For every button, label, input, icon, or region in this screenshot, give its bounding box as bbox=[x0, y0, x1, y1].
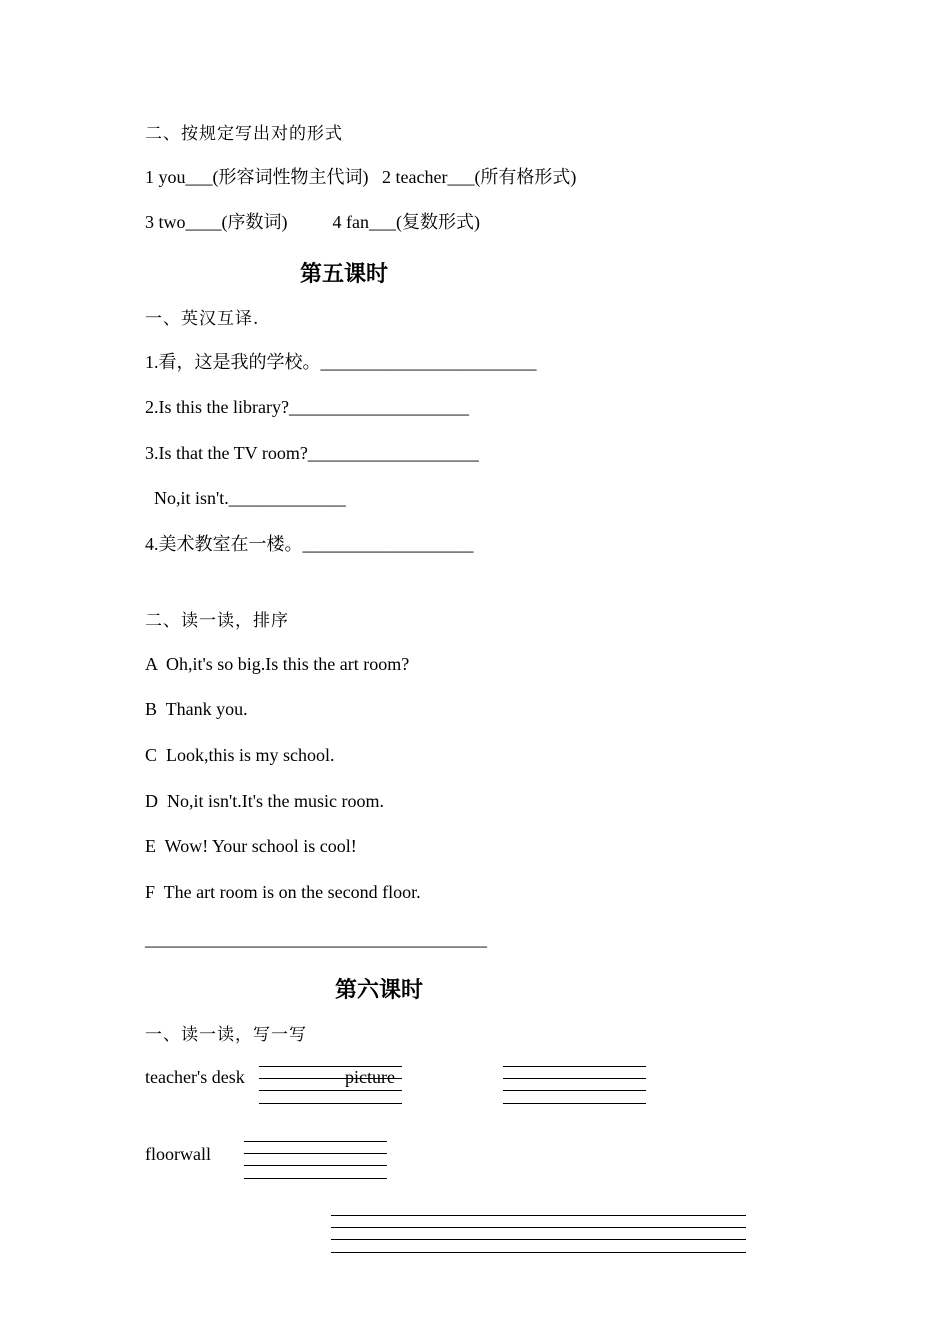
ordering-item: C Look,this is my school. bbox=[145, 745, 335, 765]
question-line: 1 you___(形容词性物主代词) 2 teacher___(所有格形式) bbox=[145, 167, 577, 187]
section-title: 二、按规定写出对的形式 bbox=[145, 124, 343, 144]
ordering-item: B Thank you. bbox=[145, 699, 248, 719]
lesson-heading: 第五课时 bbox=[300, 262, 389, 287]
part-title: 一、英汉互译. bbox=[145, 309, 260, 329]
word-label: picture bbox=[345, 1067, 395, 1087]
word-label: teacher's desk bbox=[145, 1067, 245, 1087]
translation-item: 4.美术教室在一楼。___________________ bbox=[145, 534, 474, 554]
part-title: 一、读一读，写一写 bbox=[145, 1025, 307, 1045]
part-title: 二、读一读，排序 bbox=[145, 611, 289, 631]
translation-item: 2.Is this the library?____________________ bbox=[145, 397, 469, 417]
translation-item: 3.Is that the TV room?___________________ bbox=[145, 443, 479, 463]
word-label: floorwall bbox=[145, 1144, 211, 1164]
ordering-item: E Wow! Your school is cool! bbox=[145, 836, 357, 856]
lesson-heading: 第六课时 bbox=[335, 978, 424, 1003]
ordering-item: F The art room is on the second floor. bbox=[145, 882, 421, 902]
translation-item: No,it isn't._____________ bbox=[145, 488, 346, 508]
answer-line: ______________________________________ bbox=[145, 929, 487, 949]
question-line: 3 two____(序数词) 4 fan___(复数形式) bbox=[145, 212, 480, 232]
translation-item: 1.看，这是我的学校。________________________ bbox=[145, 352, 537, 372]
ordering-item: D No,it isn't.It's the music room. bbox=[145, 791, 384, 811]
ordering-item: A Oh,it's so big.Is this the art room? bbox=[145, 654, 410, 674]
